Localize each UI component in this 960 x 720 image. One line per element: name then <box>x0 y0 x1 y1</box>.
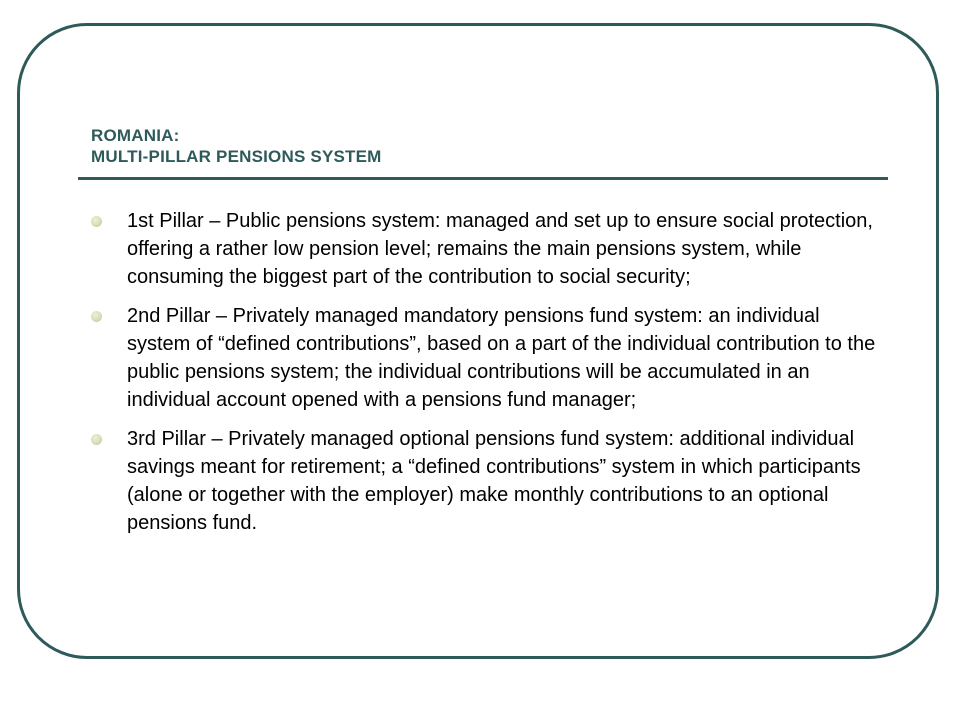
bullet-text: 1st Pillar – Public pensions system: managed and set up to ensure social protection, offering a rather low pension level; remains the main pensions system, while consuming the biggest part of the contribution to social security; <box>127 210 873 288</box>
bullet-item-1st-pillar <box>90 207 880 291</box>
bullet-item-2nd-pillar <box>90 302 880 414</box>
bullet-list <box>90 207 880 548</box>
bullet-text: 2nd Pillar – Privately managed mandatory pensions fund system: an individual system of “defined contributions”, based on a part of the individual contribution to the public pensions system; the individual contributions will be accumulated in an individual account opened with a pensions fund manager; <box>127 305 876 411</box>
title-divider <box>78 177 888 180</box>
slide-title <box>91 125 382 167</box>
bullet-dot-icon <box>91 434 102 445</box>
bullet-text: 3rd Pillar – Privately managed optional pensions fund system: additional individual savings meant for retirement; a “defined contributions” system in which participants (alone or together with the employer) make monthly contributions to an optional pensions fund. <box>127 428 861 534</box>
bullet-dot-icon <box>91 311 102 322</box>
bullet-item-3rd-pillar <box>90 425 880 537</box>
title-line-2: MULTI-PILLAR PENSIONS SYSTEM <box>91 147 382 166</box>
bullet-dot-icon <box>91 216 102 227</box>
title-line-1: ROMANIA: <box>91 126 180 145</box>
